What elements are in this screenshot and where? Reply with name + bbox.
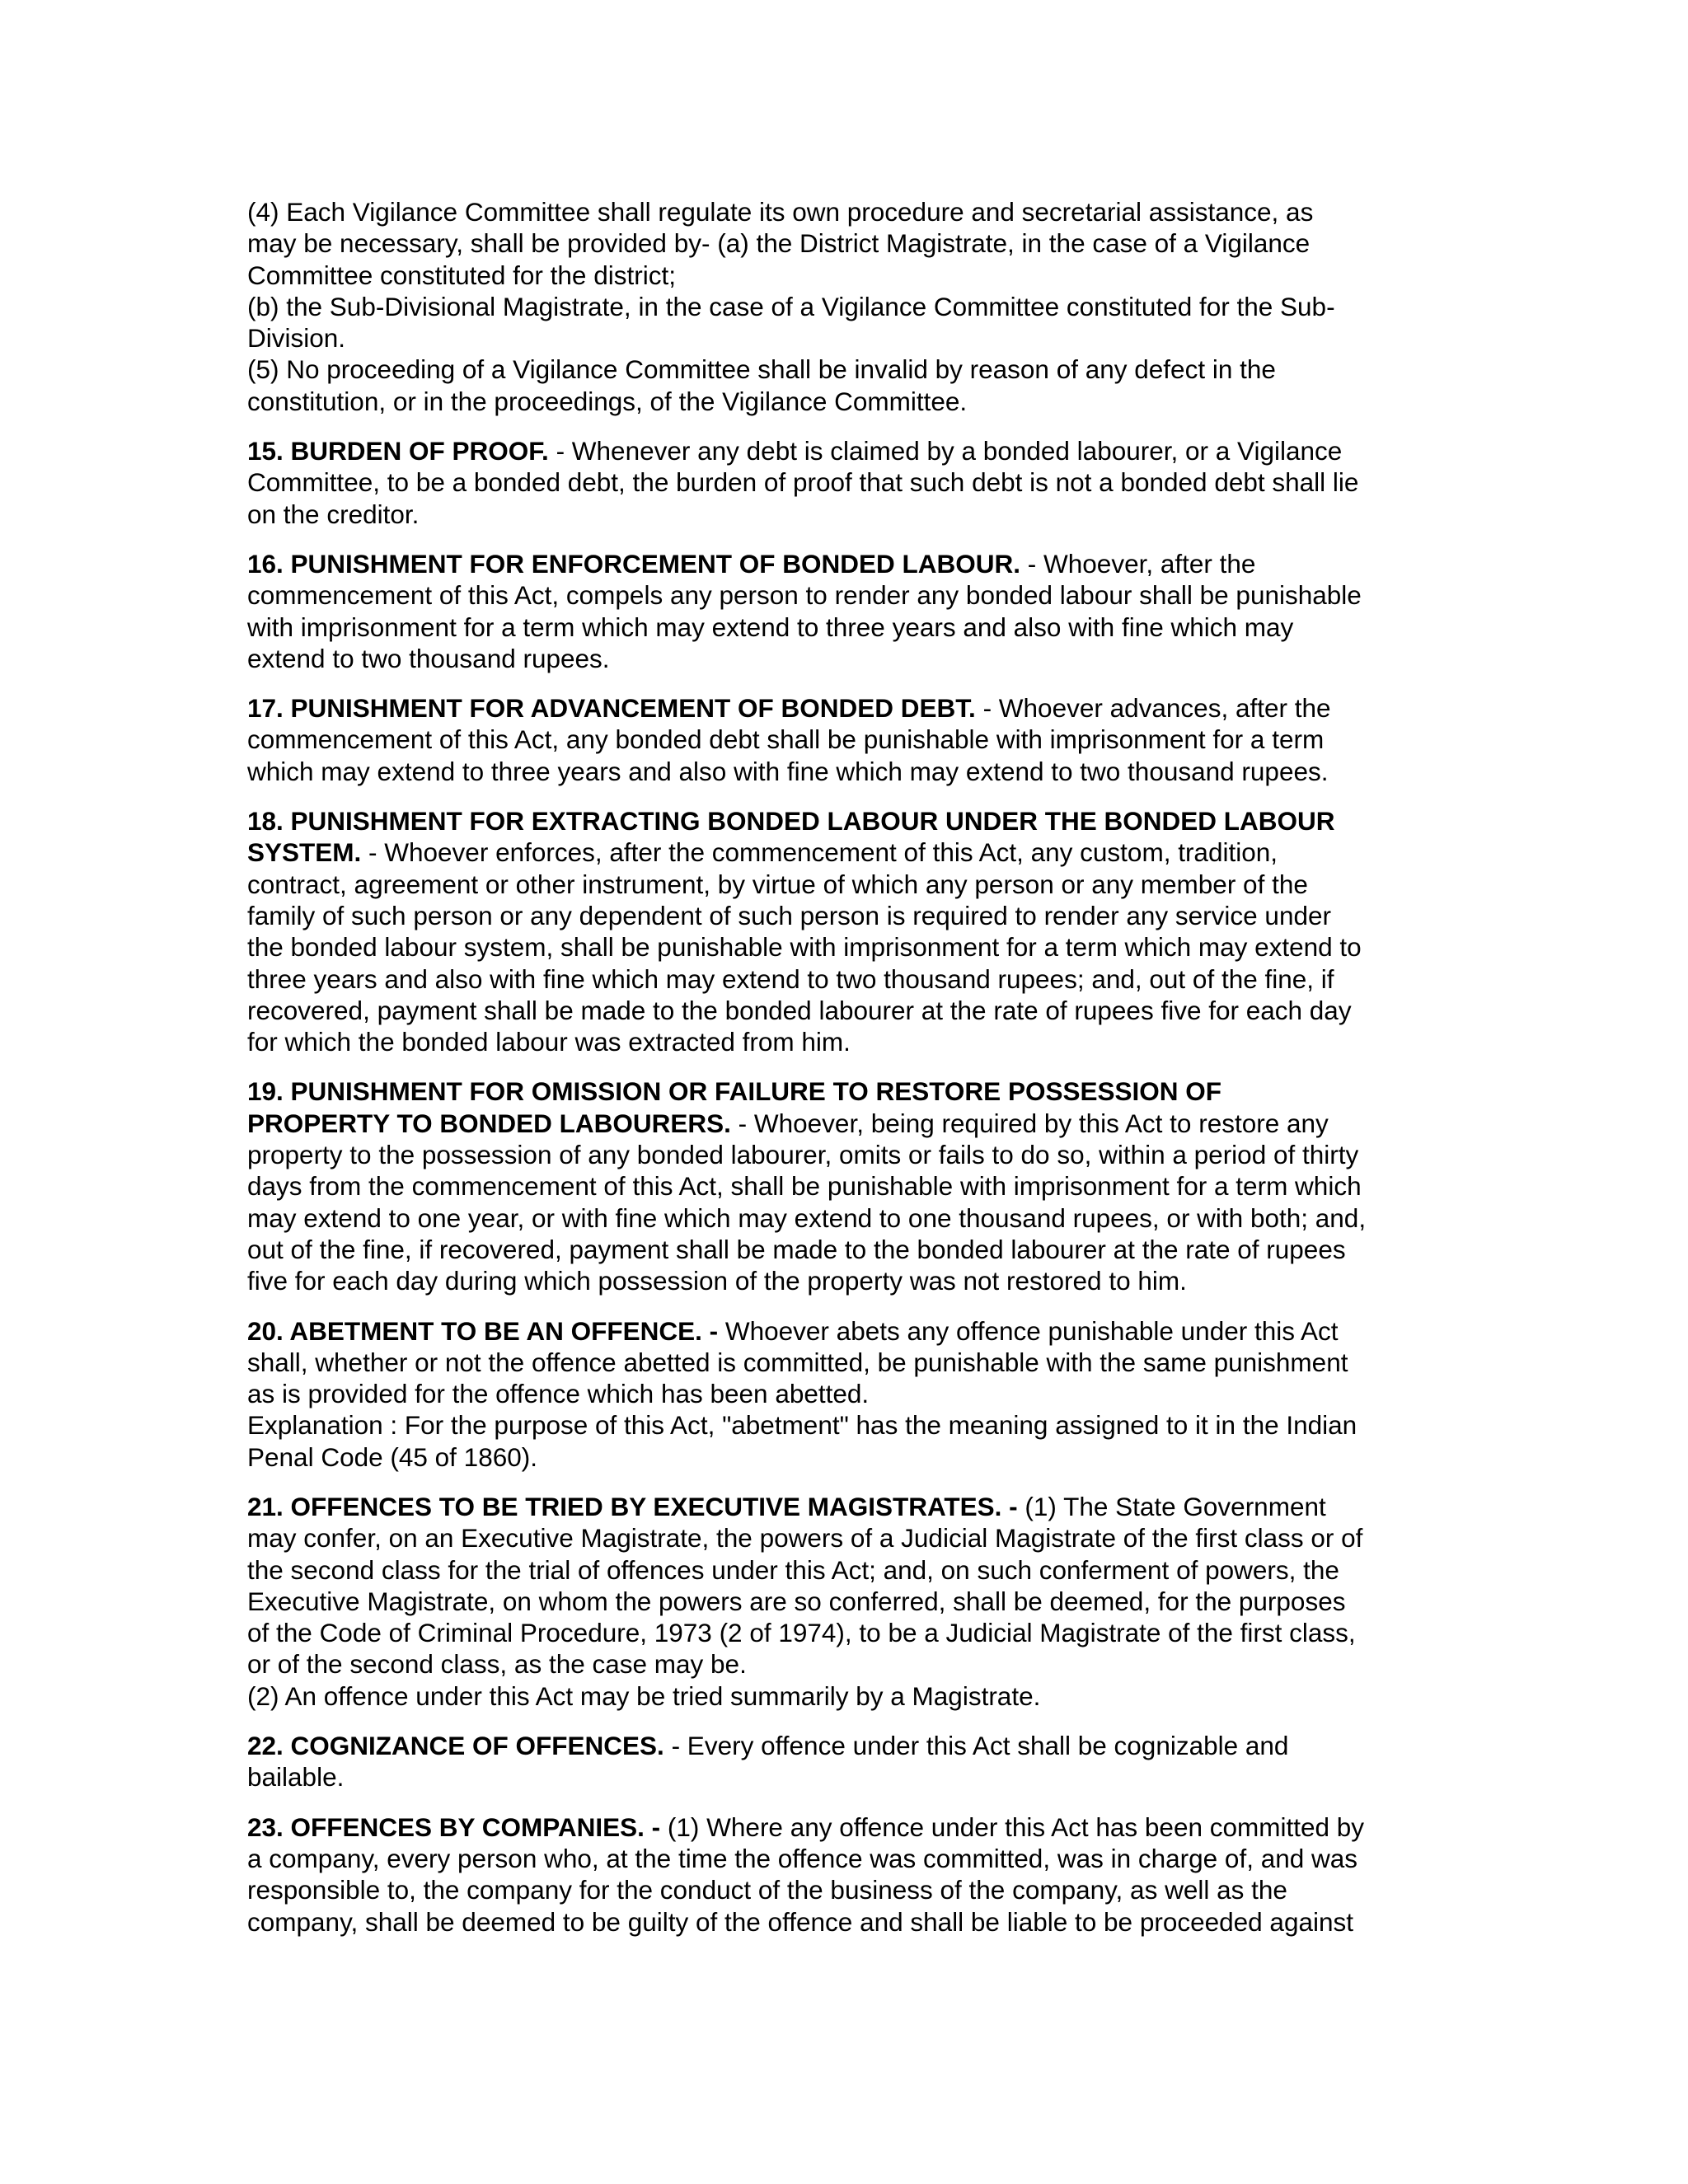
section-heading: 18. PUNISHMENT FOR EXTRACTING BONDED LABOUR UNDER THE BONDED LABOUR bbox=[247, 806, 1335, 837]
text-line: three years and also with fine which may extend to two thousand rupees; and, out of the fine, if bbox=[247, 963, 1334, 994]
section-text: - Whenever any debt is claimed by a bonded labourer, or a Vigilance bbox=[548, 436, 1343, 466]
section-heading: 15. BURDEN OF PROOF. bbox=[247, 436, 549, 466]
section-18 bbox=[247, 805, 1442, 1057]
section-text: - Every offence under this Act shall be cognizable and bbox=[663, 1731, 1289, 1761]
section-heading: 20. ABETMENT TO BE AN OFFENCE. - bbox=[247, 1315, 719, 1346]
section-22 bbox=[247, 1730, 1442, 1793]
text-line: recovered, payment shall be made to the bonded labourer at the rate of rupees five for each day bbox=[247, 995, 1352, 1025]
section-19 bbox=[247, 1076, 1442, 1296]
text-line: company, shall be deemed to be guilty of the offence and shall be liable to be proceeded against bbox=[247, 1906, 1354, 1937]
text-line: out of the fine, if recovered, payment shall be made to the bonded labourer at the rate of rupees bbox=[247, 1234, 1346, 1264]
section-16 bbox=[247, 548, 1442, 674]
section-text: - Whoever, being required by this Act to restore any bbox=[730, 1108, 1329, 1138]
section-21 bbox=[247, 1491, 1442, 1712]
section-15 bbox=[247, 435, 1442, 530]
section-text: Whoever abets any offence punishable under this Act bbox=[718, 1315, 1339, 1346]
section-heading: 17. PUNISHMENT FOR ADVANCEMENT OF BONDED DEBT. bbox=[247, 693, 976, 724]
clause-14-subsections bbox=[247, 196, 1442, 417]
text-line: commencement of this Act, any bonded debt shall be punishable with imprisonment for a term bbox=[247, 724, 1325, 755]
section-heading: 22. COGNIZANCE OF OFFENCES. bbox=[247, 1731, 664, 1761]
text-line: Committee constituted for the district; bbox=[247, 260, 676, 290]
section-heading: 23. OFFENCES BY COMPANIES. - bbox=[247, 1811, 661, 1842]
section-heading: PROPERTY TO BONDED LABOURERS. bbox=[247, 1108, 731, 1138]
section-text: (1) The State Government bbox=[1017, 1491, 1326, 1521]
section-heading: SYSTEM. bbox=[247, 837, 362, 868]
text-line: five for each day during which possession of the property was not restored to him. bbox=[247, 1266, 1187, 1296]
text-line: Explanation : For the purpose of this Act, "abetment" has the meaning assigned to it in the Indian bbox=[247, 1410, 1357, 1441]
text-line: Division. bbox=[247, 323, 346, 354]
document-page bbox=[247, 196, 1442, 1956]
text-line: (5) No proceeding of a Vigilance Committee shall be invalid by reason of any defect in the bbox=[247, 354, 1276, 385]
text-line: (b) the Sub-Divisional Magistrate, in the case of a Vigilance Committee constituted for the Sub- bbox=[247, 291, 1335, 321]
text-line: may be necessary, shall be provided by- (a) the District Magistrate, in the case of a Vigilance bbox=[247, 228, 1311, 259]
section-23 bbox=[247, 1811, 1442, 1938]
text-line: with imprisonment for a term which may extend to three years and also with fine which may bbox=[247, 612, 1294, 642]
text-line: of the Code of Criminal Procedure, 1973 (2 of 1974), to be a Judicial Magistrate of the first class, bbox=[247, 1618, 1356, 1648]
text-line: shall, whether or not the offence abetted is committed, be punishable with the same punishment bbox=[247, 1347, 1348, 1377]
section-text: - Whoever enforces, after the commencement of this Act, any custom, tradition, bbox=[361, 837, 1278, 868]
section-heading: 19. PUNISHMENT FOR OMISSION OR FAILURE TO RESTORE POSSESSION OF bbox=[247, 1076, 1222, 1107]
text-line: constitution, or in the proceedings, of the Vigilance Committee. bbox=[247, 386, 968, 416]
text-line: days from the commencement of this Act, shall be punishable with imprisonment for a term which bbox=[247, 1171, 1362, 1202]
section-17 bbox=[247, 692, 1442, 787]
text-line: extend to two thousand rupees. bbox=[247, 643, 610, 673]
text-line: or of the second class, as the case may be. bbox=[247, 1649, 747, 1680]
text-line: may extend to one year, or with fine which may extend to one thousand rupees, or with both; and, bbox=[247, 1202, 1367, 1233]
text-line: (4) Each Vigilance Committee shall regulate its own procedure and secretarial assistance, as bbox=[247, 197, 1314, 227]
text-line: on the creditor. bbox=[247, 499, 420, 529]
text-line: Executive Magistrate, on whom the powers are so conferred, shall be deemed, for the purposes bbox=[247, 1586, 1346, 1616]
text-line: (2) An offence under this Act may be tried summarily by a Magistrate. bbox=[247, 1680, 1041, 1711]
section-text: - Whoever advances, after the bbox=[975, 693, 1331, 724]
text-line: the second class for the trial of offences under this Act; and, on such conferment of powers, the bbox=[247, 1554, 1339, 1585]
section-text: - Whoever, after the bbox=[1020, 548, 1256, 579]
section-text: (1) Where any offence under this Act has been committed by bbox=[660, 1811, 1365, 1842]
text-line: Committee, to be a bonded debt, the burden of proof that such debt is not a bonded debt shall lie bbox=[247, 467, 1359, 498]
section-heading: 16. PUNISHMENT FOR ENFORCEMENT OF BONDED LABOUR. bbox=[247, 548, 1021, 579]
text-line: as is provided for the offence which has been abetted. bbox=[247, 1379, 870, 1409]
text-line: may confer, on an Executive Magistrate, the powers of a Judicial Magistrate of the first class or of bbox=[247, 1523, 1363, 1554]
text-line: which may extend to three years and also with fine which may extend to two thousand rupees. bbox=[247, 756, 1329, 786]
text-line: a company, every person who, at the time the offence was committed, was in charge of, and was bbox=[247, 1843, 1358, 1873]
text-line: commencement of this Act, compels any person to render any bonded labour shall be punishable bbox=[247, 580, 1362, 611]
text-line: Penal Code (45 of 1860). bbox=[247, 1441, 537, 1472]
text-line: property to the possession of any bonded labourer, omits or fails to do so, within a period of thirty bbox=[247, 1140, 1359, 1170]
section-heading: 21. OFFENCES TO BE TRIED BY EXECUTIVE MAGISTRATES. - bbox=[247, 1491, 1018, 1521]
text-line: the bonded labour system, shall be punishable with imprisonment for a term which may extend to bbox=[247, 932, 1362, 963]
text-line: bailable. bbox=[247, 1762, 345, 1793]
section-20 bbox=[247, 1315, 1442, 1473]
text-line: responsible to, the company for the conduct of the business of the company, as well as the bbox=[247, 1875, 1287, 1905]
text-line: family of such person or any dependent of such person is required to render any service under bbox=[247, 900, 1332, 930]
text-line: for which the bonded labour was extracted from him. bbox=[247, 1027, 851, 1057]
text-line: contract, agreement or other instrument, by virtue of which any person or any member of the bbox=[247, 869, 1308, 899]
